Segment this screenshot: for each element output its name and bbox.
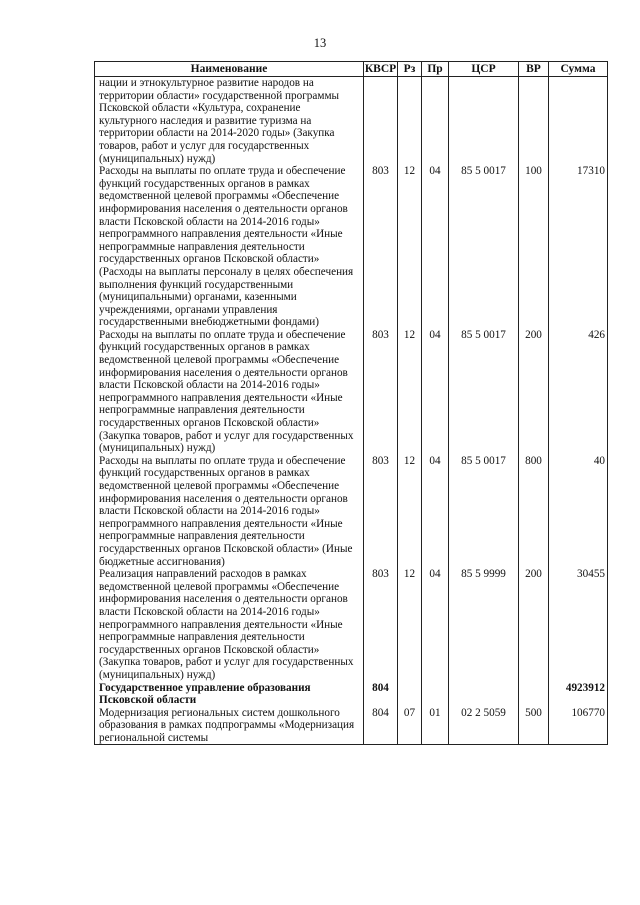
cell-sum: 4923912 [549, 682, 608, 707]
header-vr: ВР [519, 62, 549, 77]
cell-pr: 04 [422, 568, 449, 681]
cell-name: нации и этнокультурное развитие народов на территории области» государственной программы Псковской области «Культура, сохранение культурного наследия и развитие туризма на территории области на 2014-2020 годы» (Закупка товаров, работ и услуг для государственных (муниципальных) нужд) [95, 77, 364, 166]
cell-rz: 12 [398, 568, 422, 681]
cell-name: Государственное управление образования Псковской области [95, 682, 364, 707]
cell-sum: 30455 [549, 568, 608, 681]
cell-name: Реализация направлений расходов в рамках ведомственной целевой программы «Обеспечение информирования населения о деятельности органов власти Псковской области на 2014-2016 годы» непрограммного направления деятельности «Иные непрограммные направления деятельности государственных органов Псковской области» (Закупка товаров, работ и услуг для государственных (муниципальных) нужд) [95, 568, 364, 681]
cell-pr [422, 682, 449, 707]
cell-sum: 426 [549, 329, 608, 455]
cell-kvsr: 803 [364, 568, 398, 681]
table-row [95, 165, 608, 329]
cell-sum [549, 77, 608, 166]
cell-pr: 01 [422, 707, 449, 745]
cell-csr: 02 2 5059 [449, 707, 519, 745]
table-body [95, 77, 608, 745]
cell-sum: 106770 [549, 707, 608, 745]
cell-pr: 04 [422, 455, 449, 568]
cell-kvsr: 804 [364, 682, 398, 707]
cell-kvsr: 803 [364, 329, 398, 455]
table-row [95, 568, 608, 681]
cell-sum: 17310 [549, 165, 608, 329]
cell-pr [422, 77, 449, 166]
table-row [95, 77, 608, 166]
cell-name: Расходы на выплаты по оплате труда и обеспечение функций государственных органов в рамках ведомственной целевой программы «Обеспечение информирования населения о деятельности органов власти Псковской области на 2014-2016 годы» непрограммного направления деятельности «Иные непрограммные направления деятельности государственных органов Псковской области» (Закупка товаров, работ и услуг для государственных (муниципальных) нужд) [95, 329, 364, 455]
cell-pr: 04 [422, 165, 449, 329]
cell-csr: 85 5 9999 [449, 568, 519, 681]
cell-vr [519, 77, 549, 166]
budget-table [94, 61, 608, 745]
header-pr: Пр [422, 62, 449, 77]
cell-rz: 12 [398, 455, 422, 568]
cell-rz [398, 682, 422, 707]
cell-kvsr: 803 [364, 455, 398, 568]
cell-vr: 800 [519, 455, 549, 568]
cell-csr: 85 5 0017 [449, 329, 519, 455]
cell-vr [519, 682, 549, 707]
cell-vr: 500 [519, 707, 549, 745]
cell-name: Расходы на выплаты по оплате труда и обеспечение функций государственных органов в рамках ведомственной целевой программы «Обеспечение информирования населения о деятельности органов власти Псковской области на 2014-2016 годы» непрограммного направления деятельности «Иные непрограммные направления деятельности государственных органов Псковской области» (Расходы на выплаты персоналу в целях обеспечения выполнения функций государственными (муниципальными) органами, казенными учреждениями, органами управления государственными внебюджетными фондами) [95, 165, 364, 329]
cell-vr: 200 [519, 329, 549, 455]
table-header-row [95, 62, 608, 77]
table-row [95, 707, 608, 745]
cell-rz: 12 [398, 165, 422, 329]
cell-kvsr [364, 77, 398, 166]
cell-rz [398, 77, 422, 166]
cell-sum: 40 [549, 455, 608, 568]
cell-csr: 85 5 0017 [449, 165, 519, 329]
cell-pr: 04 [422, 329, 449, 455]
cell-vr: 200 [519, 568, 549, 681]
cell-vr: 100 [519, 165, 549, 329]
cell-csr: 85 5 0017 [449, 455, 519, 568]
header-kvsr: КВСР [364, 62, 397, 75]
header-csr: ЦСР [449, 62, 519, 77]
cell-rz: 07 [398, 707, 422, 745]
cell-rz: 12 [398, 329, 422, 455]
cell-csr [449, 77, 519, 166]
header-name: Наименование [95, 62, 364, 77]
table-row [95, 455, 608, 568]
cell-kvsr: 804 [364, 707, 398, 745]
table-row-department [95, 682, 608, 707]
header-sum: Сумма [549, 62, 608, 77]
cell-kvsr: 803 [364, 165, 398, 329]
header-rz: Рз [398, 62, 422, 77]
table-row [95, 329, 608, 455]
cell-name: Модернизация региональных систем дошкольного образования в рамках подпрограммы «Модернизация региональной системы [95, 707, 364, 745]
cell-csr [449, 682, 519, 707]
cell-name: Расходы на выплаты по оплате труда и обеспечение функций государственных органов в рамках ведомственной целевой программы «Обеспечение информирования населения о деятельности органов власти Псковской области на 2014-2016 годы» непрограммного направления деятельности «Иные непрограммные направления деятельности государственных органов Псковской области» (Иные бюджетные ассигнования) [95, 455, 364, 568]
page-number: 13 [313, 36, 327, 50]
